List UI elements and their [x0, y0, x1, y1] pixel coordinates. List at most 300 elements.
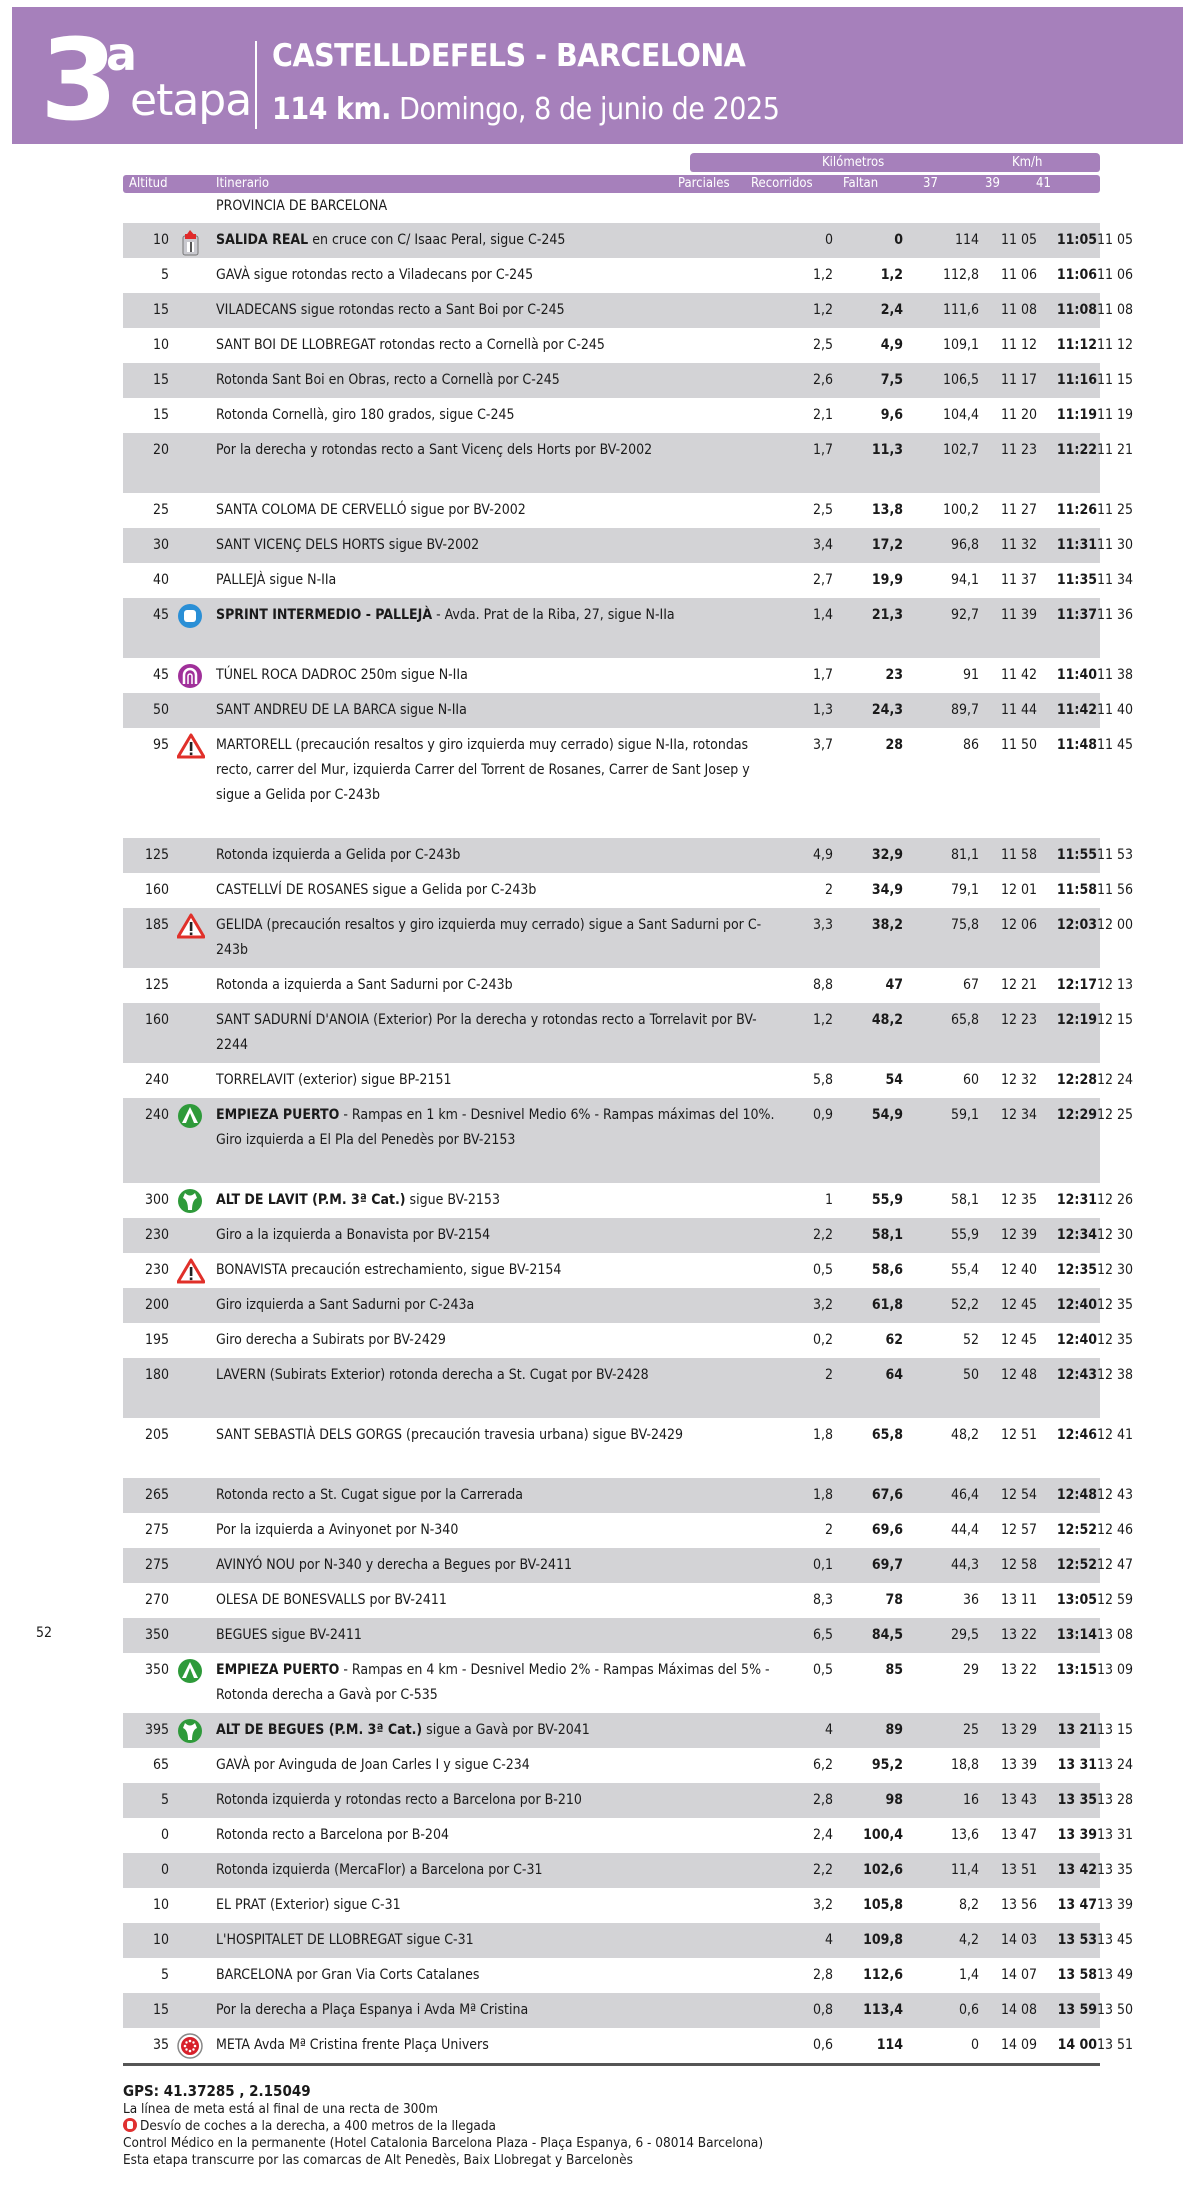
covered-km-cell: 69,7	[871, 1557, 903, 1573]
itinerary-text: SANT VICENÇ DELS HORTS sigue BV-2002	[216, 537, 480, 553]
itinerary-cell	[216, 1928, 781, 1953]
time-39-cell: 13 21	[1057, 1722, 1097, 1738]
stage-banner	[12, 7, 1183, 144]
time-39-cell: 13 58	[1057, 1967, 1097, 1983]
remaining-km-cell: 65,8	[950, 1012, 979, 1028]
time-37-cell: 12 23	[1000, 1012, 1037, 1028]
altitude-cell: 125	[144, 847, 169, 863]
itinerary-cell	[216, 1858, 781, 1883]
time-37-cell: 11 50	[1000, 737, 1037, 753]
itinerary-cell	[216, 878, 781, 903]
table-row	[123, 363, 1133, 398]
summit-icon	[177, 1188, 203, 1214]
time-39-cell: 12:40	[1056, 1297, 1097, 1313]
itinerary-cell	[216, 2033, 781, 2058]
table-row	[123, 873, 1133, 908]
col-remaining: Faltan	[843, 176, 879, 191]
remaining-km-cell: 106,5	[942, 372, 979, 388]
partial-km-cell: 1,2	[812, 302, 833, 318]
time-41-cell: 11 45	[1096, 737, 1133, 753]
time-41-cell: 12 59	[1096, 1592, 1133, 1608]
itinerary-text: Por la derecha y rotondas recto a Sant Vicenç dels Horts por BV-2002	[216, 442, 653, 458]
itinerary-cell	[216, 1893, 781, 1918]
itinerary-cell	[216, 1293, 781, 1318]
table-row	[123, 1358, 1133, 1418]
covered-km-cell: 95,2	[871, 1757, 903, 1773]
itinerary-text: sigue a Gavà por BV-2041	[422, 1722, 590, 1738]
time-41-cell: 13 15	[1096, 1722, 1133, 1738]
altitude-cell: 230	[144, 1227, 169, 1243]
remaining-km-cell: 92,7	[950, 607, 979, 623]
itinerary-text: SANT SEBASTIÀ DELS GORGS (precaución travesia urbana) sigue BV-2429	[216, 1427, 684, 1443]
itinerary-text: Rotonda recto a Barcelona por B-204	[216, 1827, 449, 1843]
covered-km-cell: 102,6	[863, 1862, 903, 1878]
partial-km-cell: 2,4	[812, 1827, 833, 1843]
itinerary-text: SANTA COLOMA DE CERVELLÓ sigue por BV-2002	[216, 502, 526, 518]
time-39-cell: 12:40	[1056, 1332, 1097, 1348]
itinerary-cell	[216, 1623, 781, 1648]
altitude-cell: 125	[144, 977, 169, 993]
table-row	[123, 258, 1133, 293]
column-group-header	[690, 153, 1100, 172]
time-37-cell: 12 54	[1000, 1487, 1037, 1503]
col-speed-37: 37	[923, 176, 938, 191]
altitude-cell: 275	[144, 1522, 169, 1538]
table-row	[123, 433, 1133, 493]
covered-km-cell: 55,9	[871, 1192, 903, 1208]
partial-km-cell: 0,2	[812, 1332, 833, 1348]
partial-km-cell: 2,5	[812, 502, 833, 518]
table-row	[123, 1323, 1133, 1358]
covered-km-cell: 1,2	[880, 267, 903, 283]
time-39-cell: 11:42	[1056, 702, 1097, 718]
partial-km-cell: 3,3	[812, 917, 833, 933]
partial-km-cell: 1,2	[812, 267, 833, 283]
column-header	[123, 175, 1100, 193]
time-41-cell: 11 25	[1096, 502, 1133, 518]
time-37-cell: 12 06	[1000, 917, 1037, 933]
time-37-cell: 11 08	[1000, 302, 1037, 318]
partial-km-cell: 0,8	[812, 2002, 833, 2018]
remaining-km-cell: 75,8	[950, 917, 979, 933]
itinerary-cell	[216, 663, 781, 688]
itinerary-cell	[216, 1998, 781, 2023]
time-41-cell: 11 34	[1096, 572, 1133, 588]
table-row	[123, 1063, 1133, 1098]
remaining-km-cell: 1,4	[958, 1967, 979, 1983]
time-41-cell: 13 39	[1096, 1897, 1133, 1913]
itinerary-highlight: SPRINT INTERMEDIO - PALLEJÀ	[216, 607, 433, 623]
stage-ordinal: a	[106, 27, 138, 81]
time-41-cell: 11 40	[1096, 702, 1133, 718]
remaining-km-cell: 16	[962, 1792, 979, 1808]
covered-km-cell: 4,9	[880, 337, 903, 353]
itinerary-text: BONAVISTA precaución estrechamiento, sigue BV-2154	[216, 1262, 562, 1278]
time-37-cell: 12 57	[1000, 1522, 1037, 1538]
partial-km-cell: 2,6	[812, 372, 833, 388]
time-41-cell: 12 41	[1096, 1427, 1133, 1443]
partial-km-cell: 2	[824, 882, 833, 898]
table-row	[123, 1783, 1133, 1818]
table-row	[123, 1888, 1133, 1923]
remaining-km-cell: 36	[962, 1592, 979, 1608]
partial-km-cell: 0	[824, 232, 833, 248]
time-37-cell: 11 27	[1000, 502, 1037, 518]
summit-icon	[177, 1718, 203, 1744]
time-37-cell: 13 29	[1000, 1722, 1037, 1738]
time-37-cell: 13 51	[1000, 1862, 1037, 1878]
itinerary-cell	[216, 1753, 781, 1778]
table-row	[123, 398, 1133, 433]
stage-number: 3	[40, 16, 114, 146]
remaining-km-cell: 104,4	[942, 407, 979, 423]
time-39-cell: 11:16	[1056, 372, 1097, 388]
time-39-cell: 13 31	[1057, 1757, 1097, 1773]
partial-km-cell: 0,5	[812, 1262, 833, 1278]
table-row	[123, 2028, 1133, 2063]
time-39-cell: 11:12	[1056, 337, 1097, 353]
covered-km-cell: 58,1	[871, 1227, 903, 1243]
remaining-km-cell: 46,4	[950, 1487, 979, 1503]
itinerary-cell	[216, 1718, 781, 1743]
partial-km-cell: 2,2	[812, 1862, 833, 1878]
time-41-cell: 12 35	[1096, 1297, 1133, 1313]
itinerary-text: BEGUES sigue BV-2411	[216, 1627, 362, 1643]
itinerary-text: Por la izquierda a Avinyonet por N-340	[216, 1522, 459, 1538]
itinerary-cell	[216, 1188, 781, 1213]
table-row	[123, 658, 1133, 693]
remaining-km-cell: 109,1	[942, 337, 979, 353]
time-41-cell: 12 30	[1096, 1227, 1133, 1243]
itinerary-cell	[216, 403, 781, 428]
altitude-cell: 15	[152, 372, 169, 388]
itinerary-text: Rotonda izquierda a Gelida por C-243b	[216, 847, 461, 863]
itinerary-text: Rotonda a izquierda a Sant Sadurni por C-243b	[216, 977, 513, 993]
altitude-cell: 230	[144, 1262, 169, 1278]
altitude-cell: 45	[152, 667, 169, 683]
covered-km-cell: 54,9	[871, 1107, 903, 1123]
time-39-cell: 12:19	[1056, 1012, 1097, 1028]
itinerary-table	[123, 223, 1133, 2063]
covered-km-cell: 17,2	[871, 537, 903, 553]
time-37-cell: 12 48	[1000, 1367, 1037, 1383]
time-37-cell: 11 39	[1000, 607, 1037, 623]
time-41-cell: 12 30	[1096, 1262, 1133, 1278]
itinerary-text: GAVÀ por Avinguda de Joan Carles I y sigue C-234	[216, 1757, 530, 1773]
covered-km-cell: 109,8	[863, 1932, 903, 1948]
itinerary-text: OLESA DE BONESVALLS por BV-2411	[216, 1592, 447, 1608]
itinerary-text: Rotonda Sant Boi en Obras, recto a Cornellà por C-245	[216, 372, 560, 388]
itinerary-text: Giro a la izquierda a Bonavista por BV-2154	[216, 1227, 491, 1243]
remaining-km-cell: 13,6	[950, 1827, 979, 1843]
partial-km-cell: 6,2	[812, 1757, 833, 1773]
table-row	[123, 1098, 1133, 1183]
table-row	[123, 1653, 1133, 1713]
time-39-cell: 12:31	[1056, 1192, 1097, 1208]
province-label: PROVINCIA DE BARCELONA	[216, 198, 388, 214]
altitude-cell: 15	[152, 407, 169, 423]
itinerary-cell	[216, 1483, 781, 1508]
covered-km-cell: 9,6	[880, 407, 903, 423]
table-row	[123, 693, 1133, 728]
itinerary-text: MARTORELL (precaución resaltos y giro izquierda muy cerrado) sigue N-IIa, rotondas recto, carrer del Mur, izquierda Carrer del Torrent de Rosanes, Carrer de Sant Josep y sigue a Gelida por C-243b	[216, 737, 750, 803]
time-41-cell: 12 26	[1096, 1192, 1133, 1208]
remaining-km-cell: 94,1	[950, 572, 979, 588]
warning-icon	[177, 913, 203, 939]
itinerary-cell	[216, 228, 781, 253]
col-partial: Parciales	[678, 176, 730, 191]
itinerary-cell	[216, 1788, 781, 1813]
altitude-cell: 30	[152, 537, 169, 553]
table-row	[123, 328, 1133, 363]
itinerary-text: SANT BOI DE LLOBREGAT rotondas recto a Cornellà por C-245	[216, 337, 605, 353]
gps-coordinates: GPS: 41.37285 , 2.15049	[123, 2082, 311, 2100]
itinerary-cell	[216, 1588, 781, 1613]
itinerary-highlight: EMPIEZA PUERTO	[216, 1662, 340, 1678]
time-39-cell: 13 59	[1057, 2002, 1097, 2018]
time-37-cell: 12 45	[1000, 1297, 1037, 1313]
time-39-cell: 11:31	[1056, 537, 1097, 553]
partial-km-cell: 3,2	[812, 1297, 833, 1313]
time-41-cell: 12 38	[1096, 1367, 1133, 1383]
remaining-km-cell: 0,6	[958, 2002, 979, 2018]
time-41-cell: 12 46	[1096, 1522, 1133, 1538]
time-41-cell: 12 00	[1096, 917, 1133, 933]
time-37-cell: 14 07	[1000, 1967, 1037, 1983]
altitude-cell: 265	[144, 1487, 169, 1503]
altitude-cell: 200	[144, 1297, 169, 1313]
covered-km-cell: 7,5	[880, 372, 903, 388]
route-subtitle	[272, 92, 780, 127]
table-row	[123, 1418, 1133, 1478]
remaining-km-cell: 81,1	[950, 847, 979, 863]
partial-km-cell: 2,5	[812, 337, 833, 353]
covered-km-cell: 69,6	[871, 1522, 903, 1538]
table-row	[123, 223, 1133, 258]
itinerary-cell	[216, 1518, 781, 1543]
remaining-km-cell: 111,6	[942, 302, 979, 318]
partial-km-cell: 2,7	[812, 572, 833, 588]
time-37-cell: 12 01	[1000, 882, 1037, 898]
time-39-cell: 11:26	[1056, 502, 1097, 518]
itinerary-cell	[216, 498, 781, 523]
remaining-km-cell: 52,2	[950, 1297, 979, 1313]
itinerary-highlight: ALT DE BEGUES (P.M. 3ª Cat.)	[216, 1722, 423, 1738]
partial-km-cell: 4,9	[812, 847, 833, 863]
partial-km-cell: 1,3	[812, 702, 833, 718]
itinerary-cell	[216, 843, 781, 868]
remaining-km-cell: 91	[962, 667, 979, 683]
time-39-cell: 11:06	[1056, 267, 1097, 283]
table-row	[123, 493, 1133, 528]
time-39-cell: 12:29	[1056, 1107, 1097, 1123]
banner-divider	[255, 41, 257, 129]
partial-km-cell: 4	[824, 1722, 833, 1738]
time-41-cell: 12 13	[1096, 977, 1133, 993]
time-37-cell: 13 22	[1000, 1662, 1037, 1678]
time-41-cell: 12 47	[1096, 1557, 1133, 1573]
altitude-cell: 240	[144, 1072, 169, 1088]
col-covered: Recorridos	[751, 176, 813, 191]
covered-km-cell: 98	[885, 1792, 903, 1808]
time-41-cell: 11 06	[1096, 267, 1133, 283]
time-39-cell: 13:05	[1056, 1592, 1097, 1608]
time-39-cell: 13 39	[1057, 1827, 1097, 1843]
time-37-cell: 13 39	[1000, 1757, 1037, 1773]
remaining-km-cell: 67	[962, 977, 979, 993]
time-39-cell: 12:48	[1056, 1487, 1097, 1503]
itinerary-cell	[216, 698, 781, 723]
itinerary-text: en cruce con C/ Isaac Peral, sigue C-245	[308, 232, 566, 248]
table-row	[123, 1288, 1133, 1323]
time-37-cell: 11 12	[1000, 337, 1037, 353]
altitude-cell: 45	[152, 607, 169, 623]
time-39-cell: 12:46	[1056, 1427, 1097, 1443]
itinerary-cell	[216, 1963, 781, 1988]
itinerary-text: SANT ANDREU DE LA BARCA sigue N-IIa	[216, 702, 467, 718]
time-41-cell: 13 28	[1096, 1792, 1133, 1808]
itinerary-text: TORRELAVIT (exterior) sigue BP-2151	[216, 1072, 452, 1088]
itinerary-cell	[216, 1223, 781, 1248]
time-37-cell: 12 39	[1000, 1227, 1037, 1243]
partial-km-cell: 3,2	[812, 1897, 833, 1913]
remaining-km-cell: 60	[962, 1072, 979, 1088]
remaining-km-cell: 52	[962, 1332, 979, 1348]
time-39-cell: 11:58	[1056, 882, 1097, 898]
table-row	[123, 968, 1133, 1003]
table-row	[123, 1583, 1133, 1618]
footer-note-finish-line: La línea de meta está al final de una recta de 300m	[123, 2101, 438, 2117]
footer-note-medical: Control Médico en la permanente (Hotel Catalonia Barcelona Plaza - Plaça Espanya, 6 - 08014 Barcelona)	[123, 2135, 764, 2151]
time-37-cell: 13 56	[1000, 1897, 1037, 1913]
warning-icon	[177, 733, 203, 759]
partial-km-cell: 1,2	[812, 1012, 833, 1028]
partial-km-cell: 3,7	[812, 737, 833, 753]
time-37-cell: 11 32	[1000, 537, 1037, 553]
time-41-cell: 13 31	[1096, 1827, 1133, 1843]
time-41-cell: 12 35	[1096, 1332, 1133, 1348]
partial-km-cell: 6,5	[812, 1627, 833, 1643]
covered-km-cell: 112,6	[863, 1967, 903, 1983]
time-37-cell: 12 58	[1000, 1557, 1037, 1573]
table-row	[123, 1993, 1133, 2028]
time-39-cell: 11:55	[1056, 847, 1097, 863]
remaining-km-cell: 55,9	[950, 1227, 979, 1243]
time-41-cell: 11 36	[1096, 607, 1133, 623]
itinerary-text: PALLEJÀ sigue N-IIa	[216, 572, 337, 588]
col-altitude: Altitud	[129, 176, 168, 191]
time-41-cell: 12 15	[1096, 1012, 1133, 1028]
partial-km-cell: 2,2	[812, 1227, 833, 1243]
stage-date: Domingo, 8 de junio de 2025	[399, 92, 780, 127]
altitude-cell: 5	[160, 267, 169, 283]
time-37-cell: 11 42	[1000, 667, 1037, 683]
km-group-label: Kilómetros	[822, 155, 885, 170]
altitude-cell: 10	[152, 232, 169, 248]
time-41-cell: 12 25	[1096, 1107, 1133, 1123]
altitude-cell: 160	[144, 882, 169, 898]
time-37-cell: 14 08	[1000, 2002, 1037, 2018]
itinerary-text: Giro izquierda a Sant Sadurni por C-243a	[216, 1297, 475, 1313]
altitude-cell: 240	[144, 1107, 169, 1123]
altitude-cell: 350	[144, 1662, 169, 1678]
itinerary-cell	[216, 533, 781, 558]
covered-km-cell: 105,8	[863, 1897, 903, 1913]
time-41-cell: 13 50	[1096, 2002, 1133, 2018]
time-41-cell: 11 53	[1096, 847, 1133, 863]
covered-km-cell: 24,3	[871, 702, 903, 718]
time-37-cell: 13 43	[1000, 1792, 1037, 1808]
time-39-cell: 11:48	[1056, 737, 1097, 753]
itinerary-text: - Rampas en 4 km - Desnivel Medio 2% - Rampas Máximas del 5% - Rotonda derecha a Gavà por C-535	[216, 1662, 770, 1703]
time-39-cell: 12:52	[1056, 1522, 1097, 1538]
itinerary-highlight: ALT DE LAVIT (P.M. 3ª Cat.)	[216, 1192, 406, 1208]
time-37-cell: 11 23	[1000, 442, 1037, 458]
partial-km-cell: 1,7	[812, 442, 833, 458]
time-37-cell: 13 22	[1000, 1627, 1037, 1643]
table-row	[123, 1478, 1133, 1513]
table-row	[123, 563, 1133, 598]
partial-km-cell: 4	[824, 1932, 833, 1948]
partial-km-cell: 1,4	[812, 607, 833, 623]
altitude-cell: 35	[152, 2037, 169, 2053]
itinerary-text: META Avda Mª Cristina frente Plaça Univers	[216, 2037, 489, 2053]
table-row	[123, 1183, 1133, 1218]
time-39-cell: 13 47	[1057, 1897, 1097, 1913]
itinerary-cell	[216, 1553, 781, 1578]
itinerary-cell	[216, 568, 781, 593]
col-speed-41: 41	[1036, 176, 1051, 191]
table-row	[123, 1548, 1133, 1583]
time-37-cell: 11 37	[1000, 572, 1037, 588]
altitude-cell: 15	[152, 302, 169, 318]
time-41-cell: 12 43	[1096, 1487, 1133, 1503]
covered-km-cell: 47	[885, 977, 903, 993]
time-39-cell: 12:03	[1056, 917, 1097, 933]
itinerary-cell	[216, 1008, 781, 1058]
time-39-cell: 13:14	[1056, 1627, 1097, 1643]
itinerary-cell	[216, 973, 781, 998]
time-39-cell: 12:35	[1056, 1262, 1097, 1278]
time-39-cell: 11:37	[1056, 607, 1097, 623]
altitude-cell: 65	[152, 1757, 169, 1773]
altitude-cell: 40	[152, 572, 169, 588]
itinerary-text: - Avda. Prat de la Riba, 27, sigue N-IIa	[432, 607, 675, 623]
partial-km-cell: 0,5	[812, 1662, 833, 1678]
altitude-cell: 270	[144, 1592, 169, 1608]
covered-km-cell: 28	[885, 737, 903, 753]
altitude-cell: 15	[152, 2002, 169, 2018]
time-37-cell: 11 44	[1000, 702, 1037, 718]
time-39-cell: 13 53	[1057, 1932, 1097, 1948]
covered-km-cell: 54	[885, 1072, 903, 1088]
table-row	[123, 728, 1133, 838]
altitude-cell: 10	[152, 337, 169, 353]
partial-km-cell: 2,8	[812, 1967, 833, 1983]
remaining-km-cell: 59,1	[950, 1107, 979, 1123]
altitude-cell: 195	[144, 1332, 169, 1348]
itinerary-text: GELIDA (precaución resaltos y giro izquierda muy cerrado) sigue a Sant Sadurni por C-243b	[216, 917, 762, 958]
table-row	[123, 1818, 1133, 1853]
altitude-cell: 50	[152, 702, 169, 718]
covered-km-cell: 78	[885, 1592, 903, 1608]
covered-km-cell: 21,3	[871, 607, 903, 623]
itinerary-text: TÚNEL ROCA DADROC 250m sigue N-IIa	[216, 667, 468, 683]
partial-km-cell: 5,8	[812, 1072, 833, 1088]
stage-distance: 114 km.	[272, 92, 391, 127]
covered-km-cell: 34,9	[871, 882, 903, 898]
time-37-cell: 12 21	[1000, 977, 1037, 993]
